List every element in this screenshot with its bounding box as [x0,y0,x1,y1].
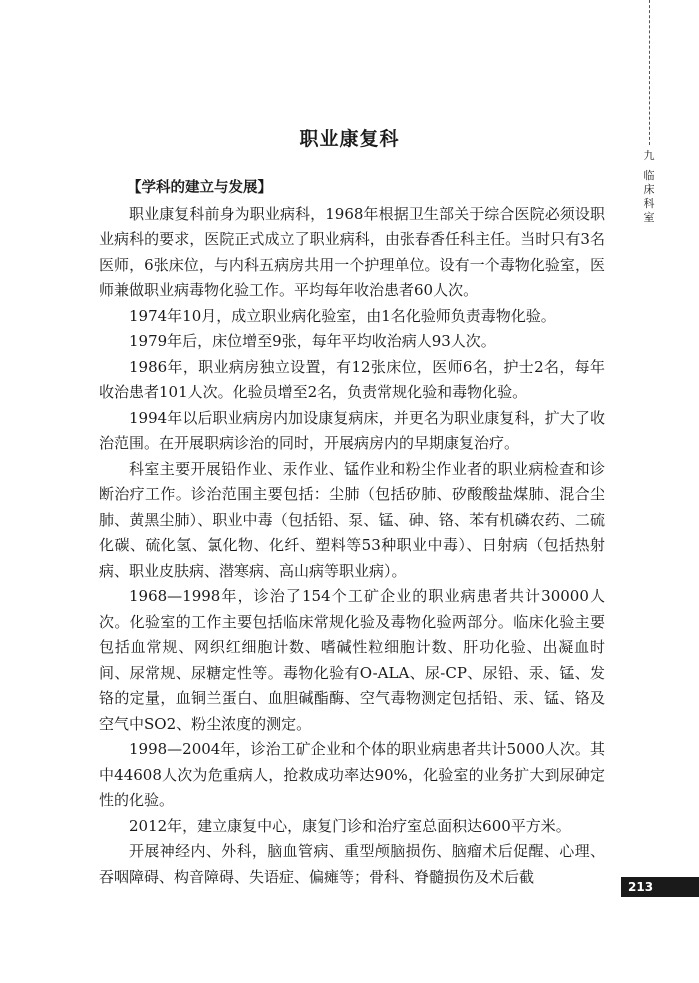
paragraph: 2012年，建立康复中心，康复门诊和治疗室总面积达600平方米。 [129,816,571,835]
paragraph: 1998—2004年，诊治工矿企业和个体的职业病患者共计5000人次。其中44608人次为危重病人，抢救成功率达90%，化验室的业务扩大到尿砷定性的化验。 [99,740,605,809]
article-body [99,176,605,890]
paragraph: 1979年后，床位增至9张，每年平均收治病人93人次。 [129,332,496,350]
paragraph: 1994年以后职业病房内加设康复病床，并更名为职业康复科，扩大了收治范围。在开展职病诊治的同时，开展病房内的早期康复治疗。 [99,408,605,452]
paragraph: 职业康复科前身为职业病科，1968年根据卫生部关于综合医院必须设职业病科的要求，医院正式成立了职业病科，由张春香任科主任。当时只有3名医师，6张床位，与内科五病房共用一个护理单位。设有一个毒物化验室，医师兼做职业病毒物化验工作。平均每年收治患者60人次。 [99,204,605,299]
chapter-side-label [641,149,657,225]
side-label-char: 临 [643,169,655,182]
paragraph: 开展神经内、外科，脑血管病、重型颅脑损伤、脑瘤术后促醒、心理、吞咽障碍、构音障碍、失语症、偏瘫等；骨科、脊髓损伤及术后截 [99,842,605,886]
page-number: 213 [621,877,699,897]
paragraph: 1986年，职业病房独立设置，有12张床位，医师6名，护士2名，每年收治患者101人次。化验员增至2名，负责常规化验和毒物化验。 [99,357,605,401]
side-label-char: 床 [643,183,655,196]
side-label-char: 九 [643,149,655,162]
page-title: 职业康复科 [299,128,400,150]
paragraph: 1974年10月，成立职业病化验室，由1名化验师负责毒物化验。 [129,306,556,325]
side-label-char: 室 [643,211,655,224]
paragraph: 1968—1998年，诊治了154个工矿企业的职业病患者共计30000人次。化验室的工作主要包括临床常规化验及毒物化验两部分。临床化验主要包括血常规、网织红细胞计数、嗜碱性粒细胞计数、肝功化验、出凝血时间、尿常规、尿糖定性等。毒物化验有O-ALA、尿-CP、尿铅、汞、锰、发铬的定量，血铜兰蛋白、血胆碱酯酶、空气毒物测定包括铅、汞、锰、铬及空气中SO2、粉尘浓度的测定。 [99,587,605,733]
section-heading: 【学科的建立与发展】 [127,180,272,196]
side-label-char: 科 [643,197,655,210]
paragraph: 科室主要开展铅作业、汞作业、锰作业和粉尘作业者的职业病检查和诊断治疗工作。诊治范围主要包括：尘肺（包括矽肺、矽酸酸盐煤肺、混合尘肺、黄黑尘肺）、职业中毒（包括铅、泵、锰、砷、铬、苯有机磷农药、二硫化碳、硫化氢、氯化物、化纤、塑料等53种职业中毒）、日射病（包括热射病、职业皮肤病、潜寒病、高山病等职业病）。 [99,459,605,580]
